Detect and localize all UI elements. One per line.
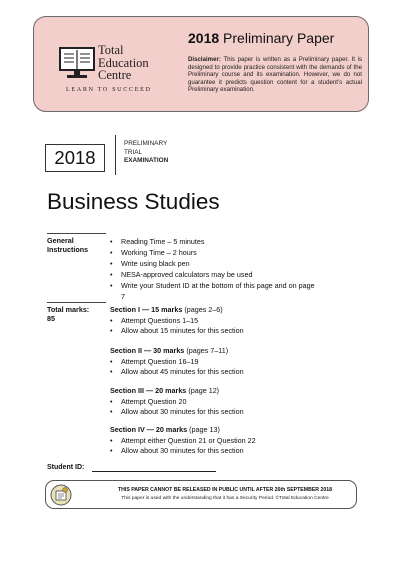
subject-title: Business Studies: [47, 189, 220, 214]
list-item: • NESA-approved calculators may be used: [110, 269, 317, 280]
logo-tagline: LEARN TO SUCCEED: [66, 86, 152, 93]
section-4: [110, 425, 256, 457]
disclaimer-text: This paper is written as a Preliminary paper. It is designed to provide practice consistent with the demands of the Preliminary course and its examination. However, we do not guarantee it predicts question content for a student’s actual Preliminary examination.: [188, 56, 362, 94]
security-notice-title: THIS PAPER CANNOT BE RELEASED IN PUBLIC UNTIL AFTER 26th SEPTEMBER 2018: [117, 487, 333, 493]
exam-type: PRELIMINARY TRIAL EXAMINATION: [124, 140, 169, 165]
list-item: • Attempt Question 20: [110, 397, 244, 408]
list-item: • Attempt either Question 21 or Question 22: [110, 436, 256, 447]
section-3: [110, 386, 244, 418]
divider: [115, 135, 116, 175]
divider: [47, 302, 106, 303]
total-marks-label: Total marks: 85: [47, 305, 90, 323]
open-book-monitor-icon: [58, 45, 96, 83]
section-heading: Section III — 20 marks (page 12): [110, 386, 220, 395]
section-heading: Section I — 15 marks (pages 2–6): [110, 305, 223, 314]
paper-title-text: Preliminary Paper: [223, 30, 335, 46]
list-item: • Allow about 30 minutes for this section: [110, 446, 256, 457]
logo-name: Total Education Centre: [98, 43, 149, 82]
general-instructions-list: [110, 236, 317, 302]
list-item: • Write your Student ID at the bottom of this page and on page 7: [110, 280, 317, 302]
list-item: • Reading Time – 5 minutes: [110, 236, 317, 247]
general-instructions-label: General Instructions: [47, 236, 89, 254]
section-1: [110, 305, 244, 337]
security-badge-icon: [50, 484, 72, 506]
list-item: • Allow about 15 minutes for this section: [110, 326, 244, 337]
security-notice: [45, 480, 357, 509]
paper-title-year: 2018: [188, 30, 220, 46]
paper-title: [188, 30, 334, 46]
list-item: • Working Time – 2 hours: [110, 247, 317, 258]
section-heading: Section IV — 20 marks (page 13): [110, 425, 220, 434]
list-item: • Attempt Questions 1–15: [110, 316, 244, 327]
disclaimer: [188, 56, 362, 94]
list-item: • Write using black pen: [110, 258, 317, 269]
security-notice-text: This paper is used with the understanding that it has a Security Period. ©Total Education Centre: [121, 496, 329, 501]
list-item: • Attempt Question 16–19: [110, 357, 244, 368]
student-id-label: Student ID:: [47, 464, 85, 471]
exam-year-box: 2018: [45, 144, 105, 172]
disclaimer-label: Disclaimer:: [188, 56, 221, 63]
student-id-field[interactable]: [92, 471, 216, 472]
section-2: [110, 346, 244, 378]
list-item: • Allow about 45 minutes for this section: [110, 367, 244, 378]
divider: [47, 233, 106, 234]
list-item: • Allow about 30 minutes for this section: [110, 407, 244, 418]
section-heading: Section II — 30 marks (pages 7–11): [110, 346, 229, 355]
